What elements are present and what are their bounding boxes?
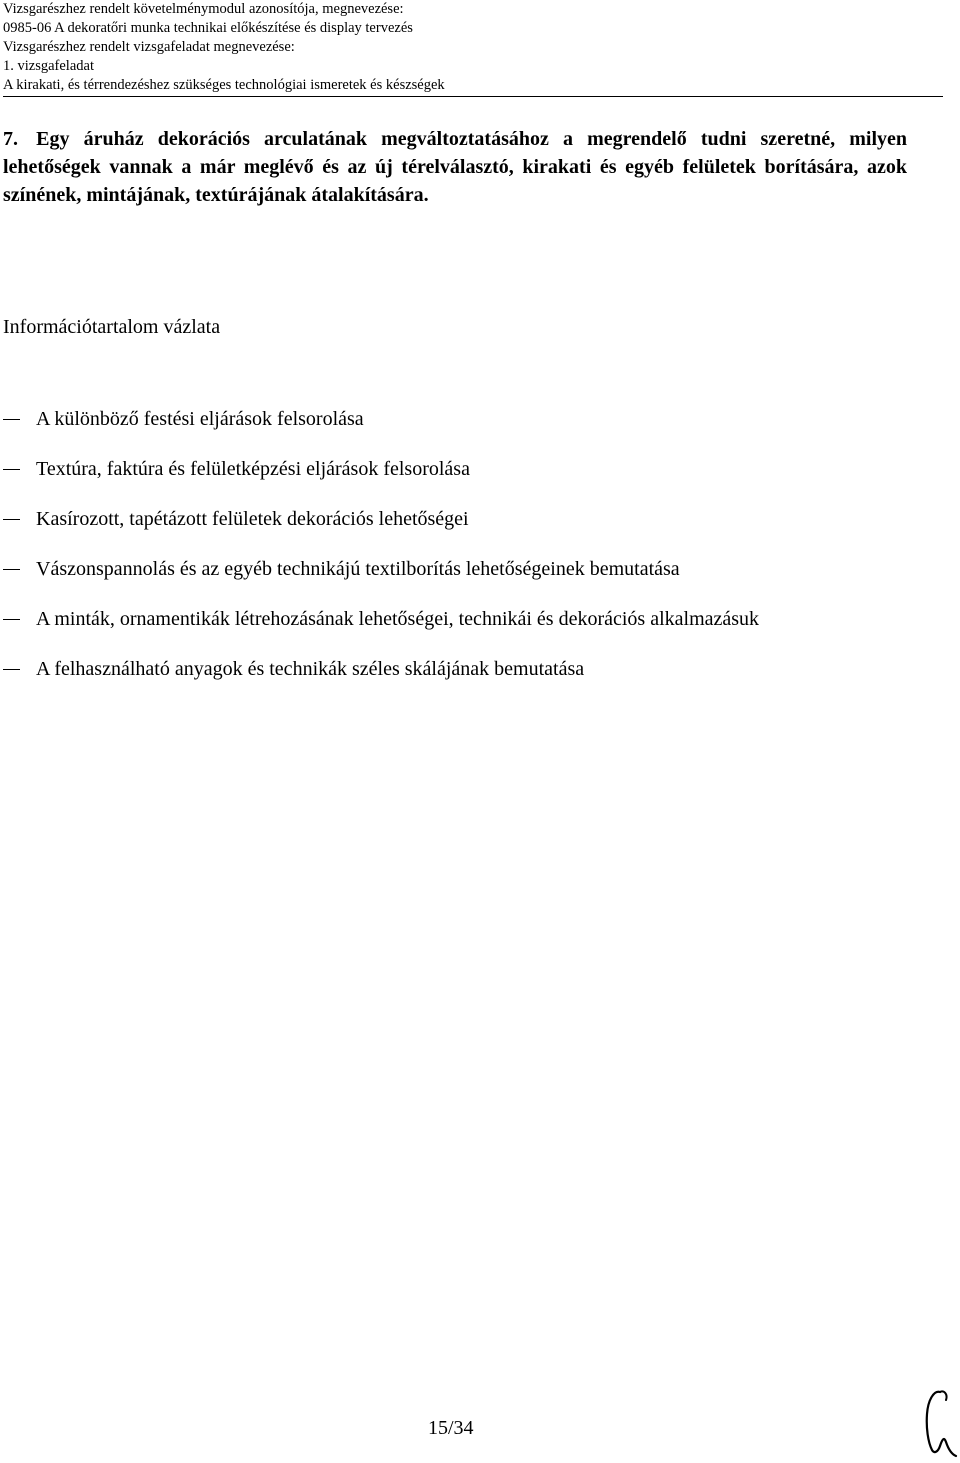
header-line-task-label: Vizsgarészhez rendelt vizsgafeladat megnevezése: — [3, 39, 295, 55]
header-line-module-name: 0985-06 A dekoratőri munka technikai előkészítése és display tervezés — [3, 20, 413, 36]
dash-bullet-icon — [3, 569, 20, 570]
section-title: Információtartalom vázlata — [3, 316, 221, 338]
page-header — [3, 0, 943, 95]
list-item — [0, 555, 955, 605]
question-text: Egy áruház dekorációs arculatának megváltoztatásához a megrendelő tudni szeretné, milyen lehetőségek vannak a már meglévő és az új térelválasztó, kirakati és egyéb felületek borítására, azok színének, mintájának, textúrájának átalakítására. — [3, 128, 908, 206]
list-item — [0, 505, 955, 555]
dash-bullet-icon — [3, 469, 20, 470]
list-item — [0, 605, 955, 655]
list-item-text: Kasírozott, tapétázott felületek dekorációs lehetőségei — [36, 508, 469, 530]
question — [3, 125, 907, 209]
page-number: 15/34 — [428, 1417, 474, 1439]
header-line-module-label: Vizsgarészhez rendelt követelménymodul azonosítója, megnevezése: — [3, 1, 404, 17]
list-item-text: A minták, ornamentikák létrehozásának lehetőségei, technikái és dekorációs alkalmazásuk — [36, 608, 760, 630]
dash-bullet-icon — [3, 619, 20, 620]
list-item — [0, 405, 955, 455]
list-item — [0, 455, 955, 505]
list-item — [0, 655, 955, 705]
header-divider — [3, 96, 943, 97]
question-number: 7. — [3, 128, 18, 150]
list-item-text: A felhasználható anyagok és technikák széles skálájának bemutatása — [36, 658, 585, 680]
dash-bullet-icon — [3, 419, 20, 420]
dash-bullet-icon — [3, 669, 20, 670]
outline-list — [0, 405, 955, 705]
dash-bullet-icon — [3, 519, 20, 520]
header-line-task-number: 1. vizsgafeladat — [3, 58, 94, 74]
list-item-text: Vászonspannolás és az egyéb technikájú textilborítás lehetőségeinek bemutatása — [36, 558, 680, 580]
list-item-text: Textúra, faktúra és felületképzési eljárások felsorolása — [36, 458, 470, 480]
list-item-text: A különböző festési eljárások felsorolása — [36, 408, 364, 430]
header-line-task-name: A kirakati, és térrendezéshez szükséges technológiai ismeretek és készségek — [3, 77, 445, 93]
signature-icon — [918, 1386, 960, 1460]
